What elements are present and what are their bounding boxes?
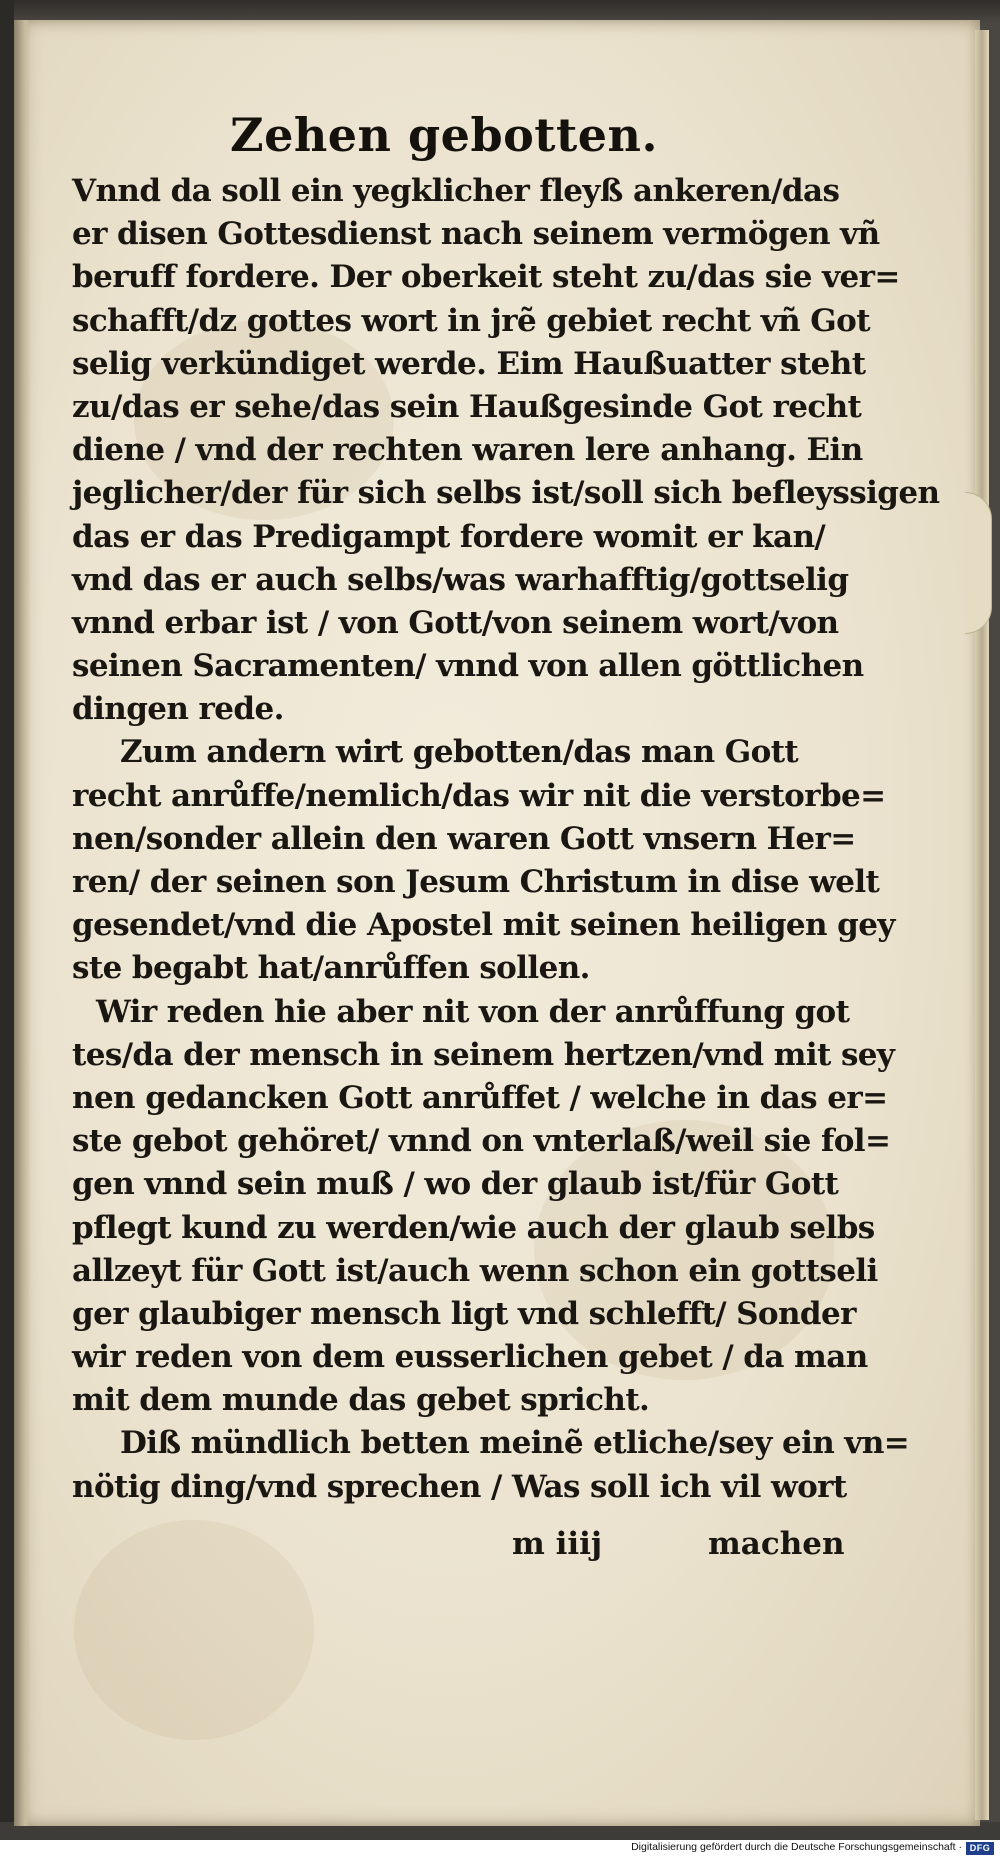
text-line: beruff fordere. Der oberkeit steht zu/das sie ver=	[72, 259, 900, 296]
text-line: pflegt kund zu werden/wie auch der glaub selbs	[72, 1209, 875, 1246]
text-line: seinen Sacramenten/ vnnd von allen göttlichen	[72, 648, 864, 685]
text-line: nen gedancken Gott anrůffet / welche in das er=	[72, 1079, 888, 1116]
text-line: er disen Gottesdienst nach seinem vermögen vñ	[72, 216, 880, 253]
text-line: jeglicher/der für sich selbs ist/soll sich befleyssigen	[72, 475, 940, 512]
page-fore-edge	[975, 30, 989, 1820]
text-line: nötig ding/vnd sprechen / Was soll ich vil wort	[72, 1468, 847, 1505]
text-line: recht anrůffe/nemlich/das wir nit die verstorbe=	[72, 777, 886, 814]
text-line: das er das Predigampt fordere womit er kan/	[72, 518, 826, 555]
text-line: vnnd erbar ist / von Gott/von seinem wort/von	[72, 604, 839, 641]
digitization-credit: Digitalisierung gefördert durch die Deutsche Forschungsgemeinschaft ·	[631, 1841, 962, 1853]
text-line: gen vnnd sein muß / wo der glaub ist/für Gott	[72, 1166, 839, 1203]
text-line: tes/da der mensch in seinem hertzen/vnd mit sey	[72, 1036, 895, 1073]
page-heading: Zehen gebotten.	[230, 108, 659, 162]
body-text	[72, 170, 940, 1509]
page-footer-line	[72, 1526, 852, 1570]
page-gutter	[14, 20, 30, 1826]
text-line: dingen rede.	[72, 691, 284, 728]
text-line: nen/sonder allein den waren Gott vnsern Her=	[72, 820, 856, 857]
text-line: schafft/dz gottes wort in jrẽ gebiet recht vñ Got	[72, 302, 870, 339]
text-line: diene / vnd der rechten waren lere anhang. Ein	[72, 432, 863, 469]
text-line: allzeyt für Gott ist/auch wenn schon ein gottseli	[72, 1252, 878, 1289]
text-line: Diß mündlich betten meinẽ etliche/sey ein vn=	[120, 1425, 910, 1462]
text-line: zu/das er sehe/das sein Haußgesinde Got recht	[72, 388, 862, 425]
scanner-background-left	[0, 0, 14, 1858]
dfg-logo: DFG	[966, 1842, 994, 1855]
catchword: machen	[708, 1526, 845, 1562]
text-line: ren/ der seinen son Jesum Christum in dise welt	[72, 864, 880, 900]
text-line: selig verkündiget werde. Eim Haußuatter steht	[72, 345, 866, 382]
text-line: gesendet/vnd die Apostel mit seinen heiligen gey	[72, 907, 895, 944]
text-line: Zum andern wirt gebotten/das man Gott	[120, 734, 799, 771]
text-line: wir reden von dem eusserlichen gebet / da man	[72, 1339, 868, 1376]
page-edge-tab	[965, 492, 992, 634]
text-line: Wir reden hie aber nit von der anrůffung got	[96, 993, 850, 1030]
text-line: ste begabt hat/anrůffen sollen.	[72, 950, 590, 987]
text-line: ste gebot gehöret/ vnnd on vnterlaß/weil sie fol=	[72, 1123, 891, 1160]
signature-mark: m iiij	[512, 1526, 603, 1562]
text-line: mit dem munde das gebet spricht.	[72, 1382, 650, 1419]
text-line: vnd das er auch selbs/was warhafftig/gottselig	[72, 561, 849, 598]
text-line: Vnnd da soll ein yegklicher fleyß ankeren/das	[72, 173, 840, 209]
text-line: ger glaubiger mensch ligt vnd schlefft/ Sonder	[72, 1295, 856, 1332]
digitization-credit-bar	[0, 1840, 1000, 1858]
